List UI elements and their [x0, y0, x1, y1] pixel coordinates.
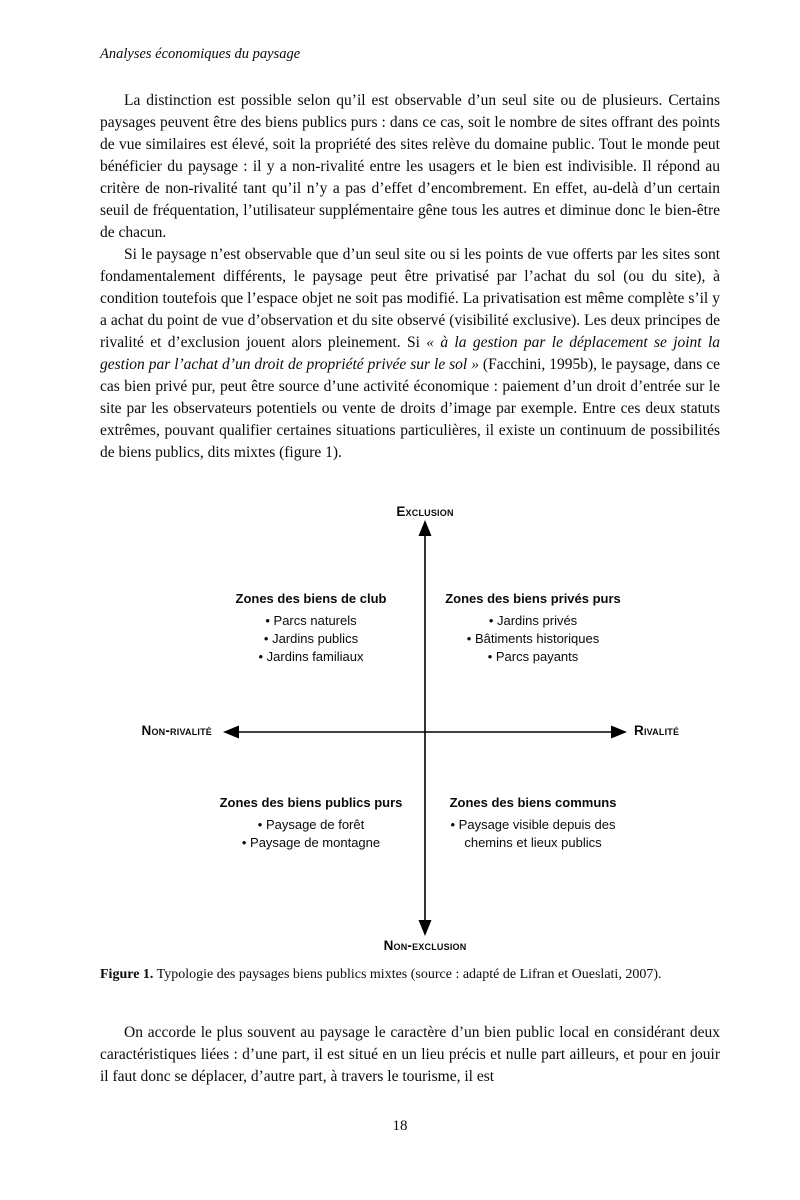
- arrow-left-icon: [223, 726, 239, 739]
- paragraph-1: La distinction est possible selon qu’il est observable d’un seul site ou de plusieurs. Certains paysages peuvent être des biens publics purs : dans ce cas, soit le nombre de sites offrant des points de vue similaires est élevé, soit la propriété des sites relève du domaine public. Tout le monde peut bénéficier du paysage : il y a non-rivalité entre les usagers et le bien est indivisible. Il répond au critère de non-rivalité tant qu’il n’y a pas d’effet d’encombrement. En effet, au-delà d’un certain seuil de fréquentation, l’utilisateur supplémentaire gêne tous les autres et diminue donc le bien-être de chacun.: [100, 92, 720, 241]
- quadrant-item-list: [211, 612, 411, 666]
- arrow-right-icon: [611, 726, 627, 739]
- quadrant-item: • Jardins privés: [433, 612, 633, 630]
- figure-caption: [100, 965, 724, 984]
- quadrant-item-list: [433, 816, 633, 852]
- body-text-lower: [100, 1022, 720, 1088]
- quadrant-item: • Parcs payants: [433, 648, 633, 666]
- quadrant-title: Zones des biens privés purs: [445, 591, 621, 606]
- arrow-up-icon: [419, 520, 432, 536]
- page-number: 18: [392, 1118, 408, 1134]
- quadrant-title: Zones des biens publics purs: [219, 795, 403, 810]
- axis-label-non-exclusion: Non-exclusion: [383, 938, 467, 953]
- paragraph-2-normal-2: (Facchini, 1995b), le paysage, dans ce cas bien privé pur, peut être source d’une activité économique : paiement d’un droit d’entrée sur le site par les observateurs potentiels ou vente de droits d’image par exemple. Entre ces deux statuts extrêmes, pouvant qualifier certaines situations particulières, il existe un continuum de possibilités de biens publics, dits mixtes (figure 1).: [100, 356, 720, 461]
- body-text-upper: [100, 90, 720, 464]
- quadrant-item: • Bâtiments historiques: [433, 630, 633, 648]
- axis-label-non-rivalite: Non-rivalité: [141, 723, 212, 738]
- paragraph-2: [100, 244, 720, 464]
- quadrant-item: • Paysage de montagne: [211, 834, 411, 852]
- quadrant-pure-public-goods: [198, 794, 424, 852]
- axis-label-exclusion: Exclusion: [396, 504, 454, 519]
- quadrant-item: • Jardins familiaux: [211, 648, 411, 666]
- figure-axes: [0, 500, 800, 962]
- quadrant-common-goods: [420, 794, 646, 852]
- quadrant-item: • Jardins publics: [211, 630, 411, 648]
- quadrant-item: • Paysage visible depuis des chemins et lieux publics: [433, 816, 633, 852]
- quadrant-club-goods: [198, 590, 424, 666]
- paragraph-2-italic-quote: « à la gestion par le déplacement se joint la gestion par l’achat d’un droit de propriété privée sur le sol »: [100, 334, 721, 373]
- paragraph-2-normal-1: Si le paysage n’est observable que d’un seul site ou si les points de vue offerts par les sites sont fondamentalement différents, le paysage peut être privatisé par l’achat du sol (ou du site), à condition toutefois que l’espace objet ne soit pas modifié. La privatisation est même complète s’il y a achat du point de vue d’observation et du site observé (visibilité exclusive). Les deux principes de rivalité et d’exclusion jouent alors pleinement. Si: [100, 246, 720, 351]
- figure-caption-text: Typologie des paysages biens publics mixtes (source : adapté de Lifran et Oueslati, 2007).: [153, 967, 662, 982]
- quadrant-private-goods: [420, 590, 646, 666]
- quadrant-title: Zones des biens communs: [449, 795, 617, 810]
- figure-caption-label: Figure 1.: [100, 967, 154, 982]
- quadrant-item-list: [433, 612, 633, 666]
- running-head: Analyses économiques du paysage: [100, 46, 301, 62]
- quadrant-item: • Paysage de forêt: [211, 816, 411, 834]
- arrow-down-icon: [419, 920, 432, 936]
- paragraph-3: On accorde le plus souvent au paysage le caractère d’un bien public local en considérant deux caractéristiques liées : d’une part, il est situé en un lieu précis et nulle part ailleurs, et pour en jouir il faut donc se déplacer, d’autre part, à travers le tourisme, il est: [100, 1024, 720, 1085]
- figure-1: [0, 500, 800, 962]
- quadrant-item-list: [211, 816, 411, 852]
- axis-label-rivalite: Rivalité: [634, 723, 680, 738]
- quadrant-item: • Parcs naturels: [211, 612, 411, 630]
- quadrant-title: Zones des biens de club: [235, 591, 387, 606]
